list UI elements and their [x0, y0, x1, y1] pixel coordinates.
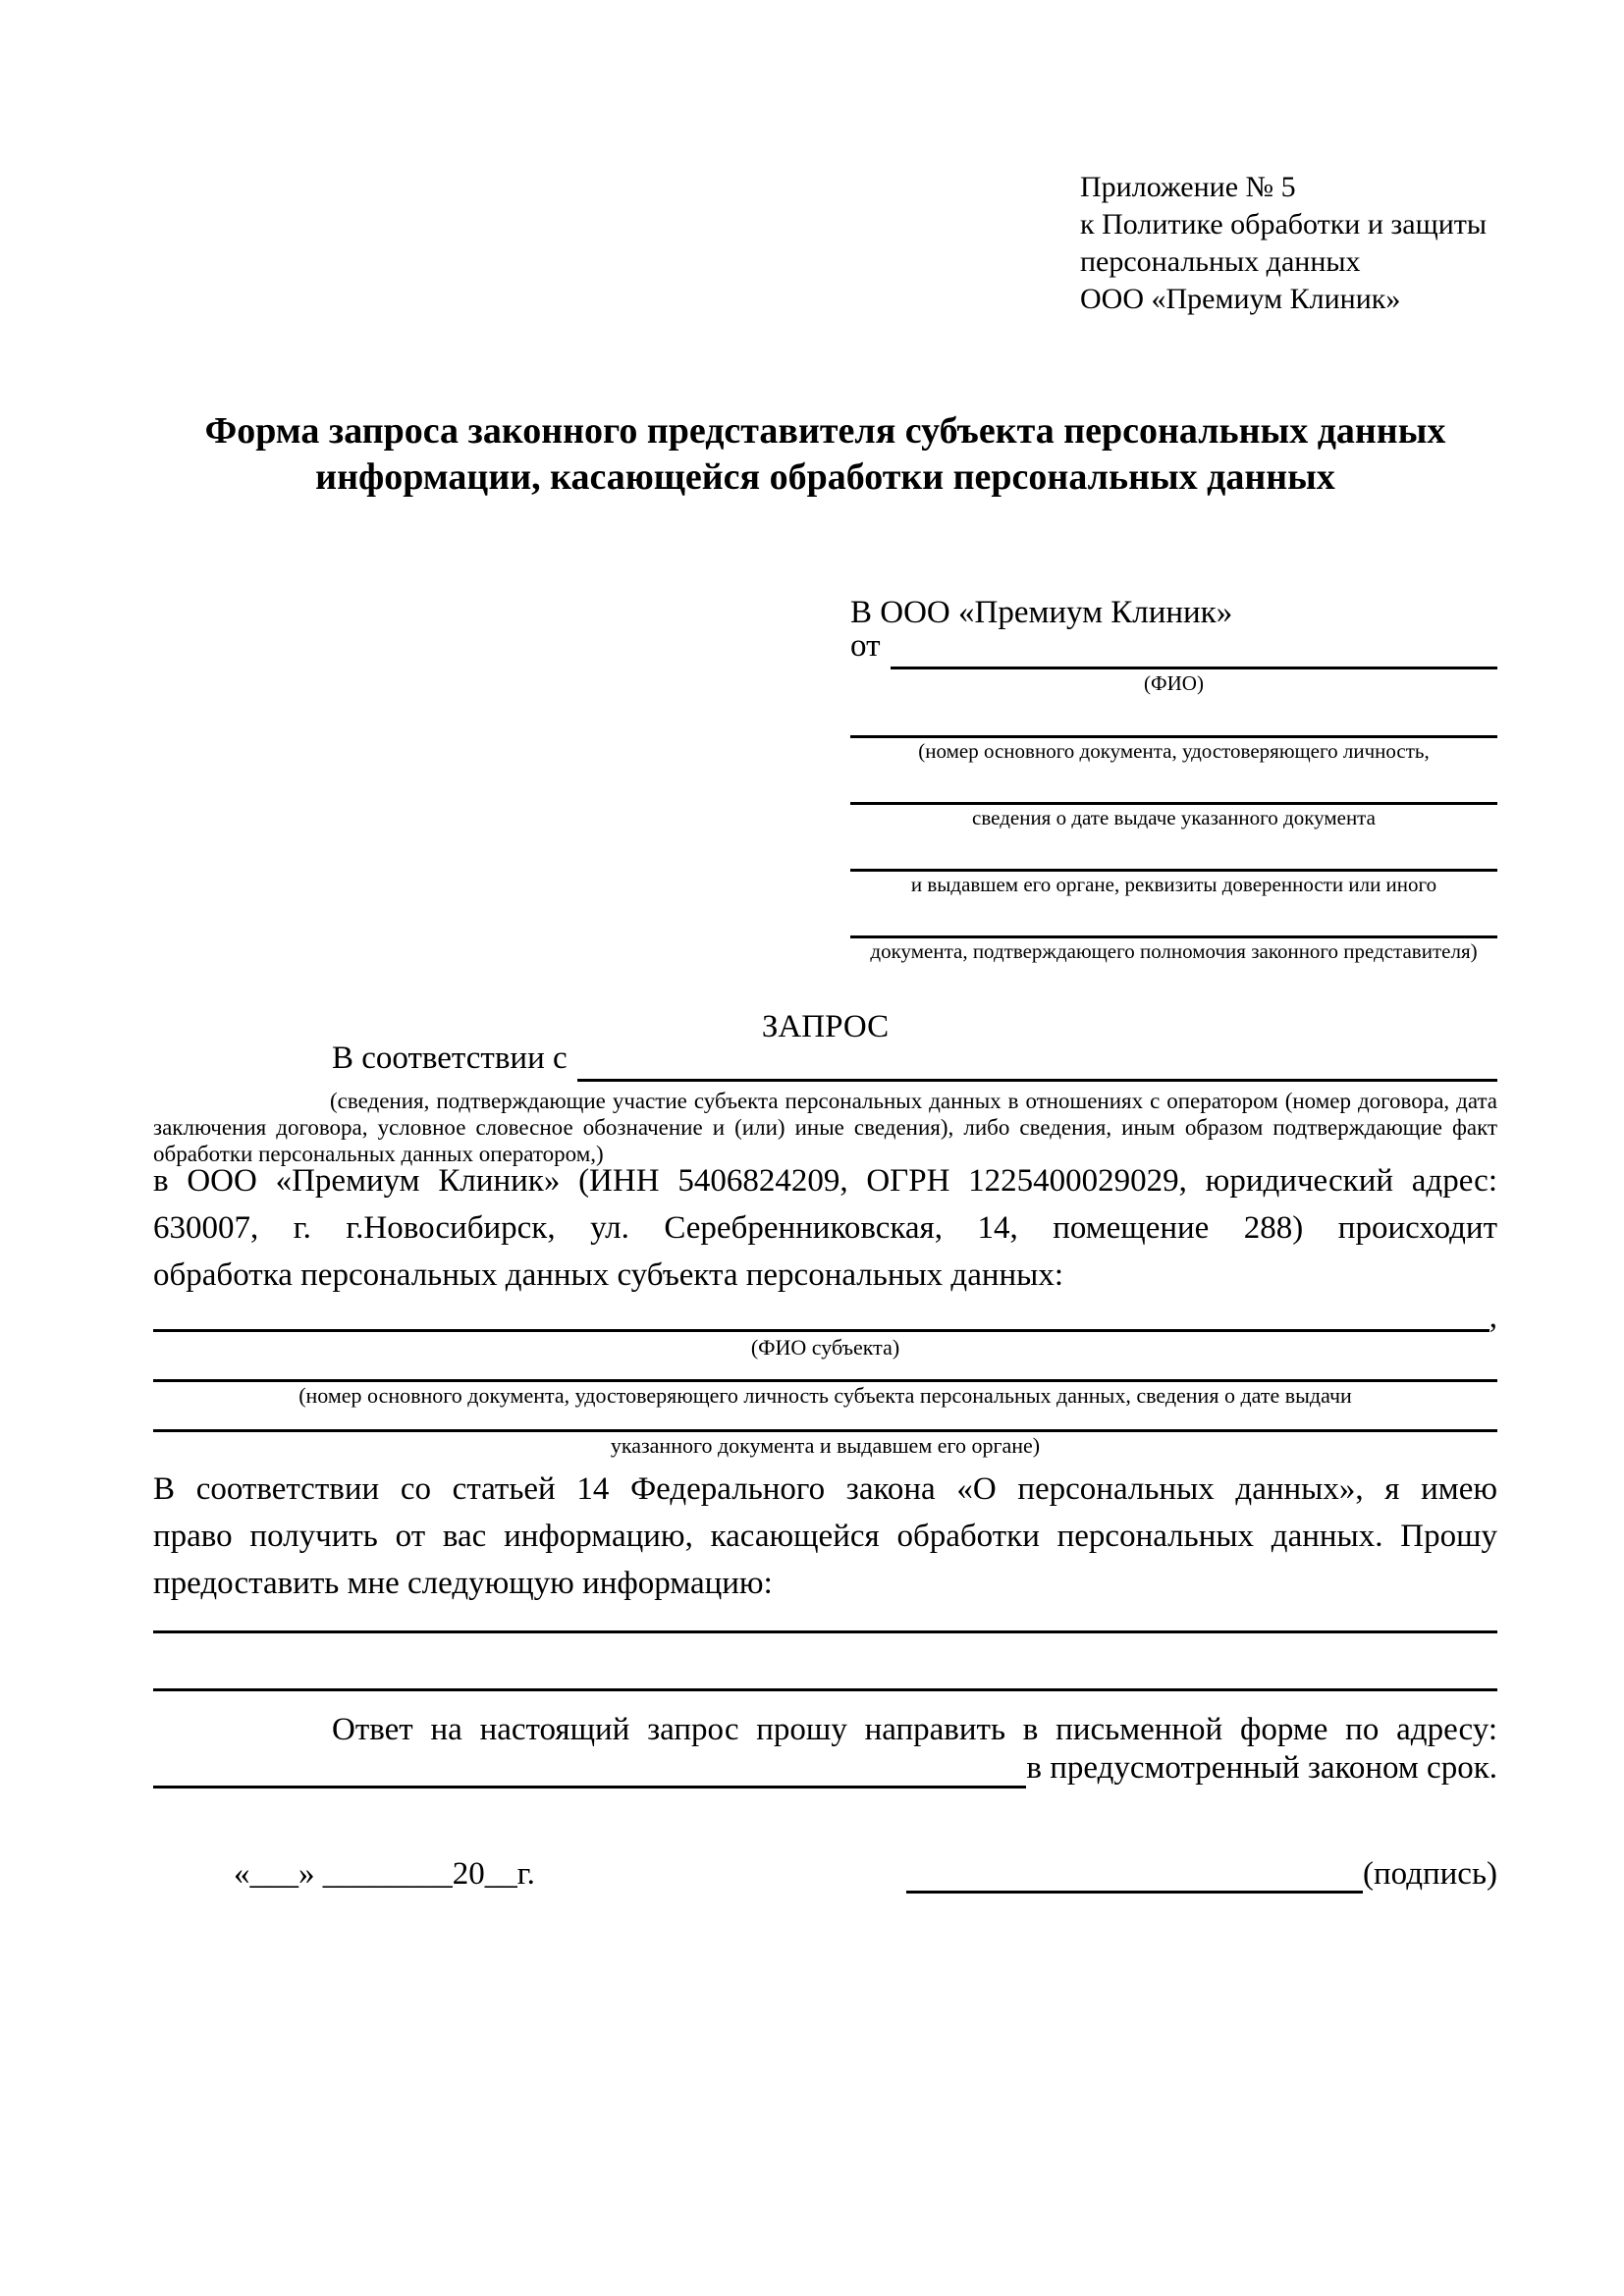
addressee-block	[850, 593, 1497, 964]
basis-row	[153, 1041, 1497, 1082]
subject-doc-caption-1: (номер основного документа, удостоверяющего личность субъекта персональных данных, сведения о дате выдачи	[298, 1383, 1352, 1408]
request-heading: ЗАПРОС	[761, 1009, 890, 1044]
subject-doc-caption-2: указанного документа и выдавшем его органе)	[610, 1433, 1041, 1458]
answer-blank-line-2	[153, 1688, 1497, 1691]
basis-caption-line: обработки персональных данных оператором,)	[153, 1142, 604, 1166]
law-paragraph-line: право получить от вас информацию, касающейся обработки персональных данных. Прошу	[153, 1519, 1497, 1554]
addressee-to: В ООО «Премиум Клиник»	[850, 595, 1233, 630]
doc-blank-line-2	[850, 764, 1497, 805]
basis-label: В соответствии с	[332, 1041, 568, 1076]
form-title-line: информации, касающейся обработки персональных данных	[315, 456, 1335, 498]
appendix-line: ООО «Премиум Клиник»	[1080, 283, 1401, 315]
subject-fio-blank-line	[153, 1329, 1489, 1332]
subject-fio-row	[153, 1299, 1497, 1334]
answer-blank-line-1	[153, 1630, 1497, 1633]
operator-paragraph-line: обработка персональных данных субъекта персональных данных:	[153, 1257, 1063, 1293]
law-paragraph-line: В соответствии со статьей 14 Федерального закона «О персональных данных», я имею	[153, 1471, 1497, 1507]
doc-field-caption-4: документа, подтверждающего полномочия законного представителя)	[870, 939, 1478, 963]
operator-paragraph	[153, 1157, 1497, 1299]
from-label: от	[850, 628, 881, 664]
doc-blank-line-3	[850, 830, 1497, 872]
doc-field-caption-2: сведения о дате выдаче указанного документа	[972, 806, 1376, 829]
from-row	[850, 628, 1497, 669]
appendix-line: Приложение № 5	[1080, 171, 1296, 203]
signature-caption: (подпись)	[1363, 1856, 1497, 1892]
law-paragraph-line: предоставить мне следующую информацию:	[153, 1566, 773, 1601]
reply-address-row	[153, 1752, 1497, 1791]
subject-fio-comma: ,	[1489, 1300, 1497, 1335]
doc-blank-line-1	[850, 697, 1497, 738]
doc-field-caption-3: и выдавшем его органе, реквизиты доверенности или иного	[910, 873, 1437, 896]
fio-caption: (ФИО)	[1144, 671, 1204, 695]
doc-field-caption-1: (номер основного документа, удостоверяющего личность,	[918, 739, 1430, 763]
subject-fio-caption: (ФИО субъекта)	[750, 1335, 900, 1360]
appendix-line: персональных данных	[1080, 245, 1361, 278]
basis-caption	[153, 1088, 1497, 1167]
reply-sentence: Ответ на настоящий запрос прошу направить в письменной форме по адресу:	[332, 1712, 1497, 1747]
basis-caption-line: (сведения, подтверждающие участие субъекта персональных данных в отношениях с оператором (номер договора, дата	[330, 1089, 1497, 1113]
operator-paragraph-line: 630007, г. г.Новосибирск, ул. Серебренниковская, 14, помещение 288) происходит	[153, 1210, 1497, 1246]
reply-address-blank-line	[153, 1786, 1026, 1789]
basis-blank-line	[577, 1079, 1497, 1082]
doc-blank-line-4	[850, 897, 1497, 938]
date-blank: «___» ________20__г.	[234, 1856, 535, 1892]
law-paragraph	[153, 1466, 1497, 1607]
form-title-line: Форма запроса законного представителя субъекта персональных данных	[204, 410, 1446, 452]
form-title	[153, 408, 1497, 501]
signature-blank-line	[906, 1854, 1363, 1894]
appendix-note	[1080, 169, 1497, 318]
reply-suffix: в предусмотренный законом срок.	[1026, 1750, 1497, 1786]
operator-paragraph-line: в ООО «Премиум Клиник» (ИНН 5406824209, ОГРН 1225400029029, юридический адрес:	[153, 1163, 1497, 1199]
appendix-line: к Политике обработки и защиты	[1080, 208, 1488, 240]
date-signature-row	[153, 1856, 1497, 1897]
basis-caption-line: заключения договора, условное словесное обозначение и (или) иные сведения), либо сведения, иным образом подтверждающие факт	[153, 1115, 1497, 1140]
